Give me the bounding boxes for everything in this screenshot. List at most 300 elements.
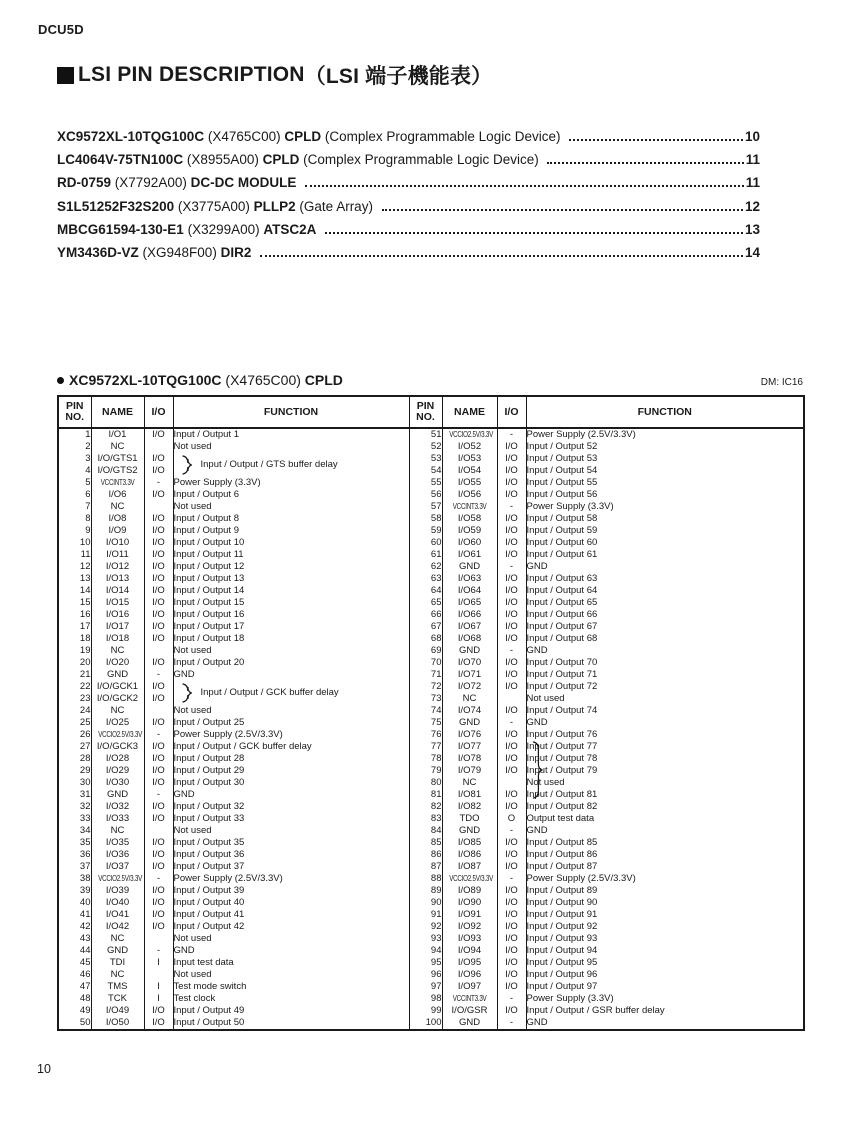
ic-index-text: (X3299A00) xyxy=(187,221,264,237)
name-cell xyxy=(442,873,497,885)
table-row xyxy=(58,1005,804,1017)
pin-cell: 1 xyxy=(85,429,91,440)
pin-cell: 8 xyxy=(85,513,91,524)
pin-cell: 10 xyxy=(79,537,91,548)
name-cell: I/O91 xyxy=(442,909,497,921)
name-cell: I/O17 xyxy=(91,621,144,633)
io-cell: I/O xyxy=(144,525,173,537)
name-cell: I/O82 xyxy=(442,801,497,813)
name-cell: I/O96 xyxy=(442,969,497,981)
io-cell: I/O xyxy=(497,525,526,537)
name-text: VCCIO2.5V/3.3V xyxy=(448,430,493,439)
table-row xyxy=(58,453,804,465)
table-row xyxy=(58,825,804,837)
pin-cell: 37 xyxy=(79,861,91,872)
pin-cell: 54 xyxy=(409,465,442,477)
pin-cell: 61 xyxy=(409,549,442,561)
pin-cell: 100 xyxy=(409,1017,442,1030)
pin-cell: 85 xyxy=(409,837,442,849)
pin-cell: 36 xyxy=(79,849,91,860)
function-cell: Power Supply (2.5V/3.3V) xyxy=(173,729,409,741)
pin-cell: 5 xyxy=(85,477,91,488)
name-cell: I/O63 xyxy=(442,573,497,585)
function-cell: Input / Output 15 xyxy=(173,597,409,609)
io-cell: I/O xyxy=(497,909,526,921)
function-cell: Input / Output 70 xyxy=(526,657,804,669)
pin-cell: 50 xyxy=(79,1017,91,1028)
io-cell: I/O xyxy=(497,453,526,465)
pin-cell: 20 xyxy=(79,657,91,668)
function-cell: Input / Output 60 xyxy=(526,537,804,549)
name-cell: NC xyxy=(91,705,144,717)
io-cell: I/O xyxy=(497,633,526,645)
table-row xyxy=(58,861,804,873)
function-cell: Input / Output 35 xyxy=(173,837,409,849)
pin-cell: 96 xyxy=(409,969,442,981)
table-row xyxy=(58,909,804,921)
io-cell: I/O xyxy=(497,981,526,993)
function-cell: Input / Output 74 xyxy=(526,705,804,717)
name-cell: I/O93 xyxy=(442,933,497,945)
pin-cell: 32 xyxy=(79,801,91,812)
name-cell: GND xyxy=(91,789,144,801)
pin-cell: 2 xyxy=(85,441,91,452)
io-cell: I/O xyxy=(497,933,526,945)
page-number: 10 xyxy=(37,1062,51,1076)
ic-index-text: PLLP2 xyxy=(253,198,300,214)
name-cell: I/O8 xyxy=(91,513,144,525)
ic-index-page: 14 xyxy=(744,244,760,260)
name-cell: I/O50 xyxy=(91,1017,144,1030)
ic-index-text: (Complex Programmable Logic Device) xyxy=(303,152,543,168)
name-cell: NC xyxy=(91,501,144,513)
pin-cell: 29 xyxy=(79,765,91,776)
io-cell: I/O xyxy=(497,945,526,957)
pin-cell: 14 xyxy=(79,585,91,596)
pin-cell: 15 xyxy=(79,597,91,608)
function-cell: Input / Output 77 xyxy=(526,741,804,753)
io-cell: I/O xyxy=(144,813,173,825)
name-cell xyxy=(442,993,497,1005)
table-row xyxy=(58,837,804,849)
function-cell: Input / Output 82 xyxy=(526,801,804,813)
table-row xyxy=(58,609,804,621)
pin-table xyxy=(57,395,805,1031)
io-cell: I/O xyxy=(497,513,526,525)
name-cell: I/O/GCK3 xyxy=(91,741,144,753)
section-title xyxy=(57,60,492,90)
table-row xyxy=(58,489,804,501)
name-cell: I/O66 xyxy=(442,609,497,621)
name-cell: I/O78 xyxy=(442,753,497,765)
pin-cell: 22 xyxy=(79,681,91,692)
table-row xyxy=(58,513,804,525)
ic-index-item xyxy=(57,222,760,245)
io-cell: I/O xyxy=(497,585,526,597)
io-cell: I/O xyxy=(497,597,526,609)
ic-index-text: RD-0759 xyxy=(57,175,115,191)
header-row xyxy=(58,396,804,428)
io-cell: I/O xyxy=(144,681,173,693)
merged-function xyxy=(174,453,409,477)
pin-cell: 24 xyxy=(79,705,91,716)
pin-cell: 87 xyxy=(409,861,442,873)
name-cell: I/O61 xyxy=(442,549,497,561)
pin-cell: 31 xyxy=(79,789,91,800)
pin-cell: 63 xyxy=(409,573,442,585)
io-cell: I/O xyxy=(144,885,173,897)
name-cell: I/O9 xyxy=(91,525,144,537)
function-cell: Input / Output 58 xyxy=(526,513,804,525)
pin-cell: 82 xyxy=(409,801,442,813)
name-cell: I/O74 xyxy=(442,705,497,717)
ic-index-list xyxy=(57,129,760,268)
function-cell: Input / Output 13 xyxy=(173,573,409,585)
function-cell: Input / Output 96 xyxy=(526,969,804,981)
io-cell: I/O xyxy=(144,609,173,621)
function-cell: Input / Output 78 xyxy=(526,753,804,765)
table-row xyxy=(58,428,804,441)
ic-section xyxy=(57,372,803,1031)
pin-cell: 90 xyxy=(409,897,442,909)
name-cell: I/O55 xyxy=(442,477,497,489)
function-cell: Input / Output 53 xyxy=(526,453,804,465)
header-io: I/O xyxy=(144,396,173,428)
ic-index-page: 11 xyxy=(745,152,760,168)
name-cell: I/O70 xyxy=(442,657,497,669)
function-cell: Not used xyxy=(173,645,409,657)
ic-index-text: (Gate Array) xyxy=(299,198,377,214)
pin-cell: 72 xyxy=(409,681,442,693)
function-cell: Input / Output 12 xyxy=(173,561,409,573)
pin-cell: 70 xyxy=(409,657,442,669)
io-cell: - xyxy=(497,1017,526,1030)
ic-index-item xyxy=(57,175,760,198)
function-cell: Input / Output 92 xyxy=(526,921,804,933)
ic-index-text: (Complex Programmable Logic Device) xyxy=(324,129,565,144)
function-cell: Not used xyxy=(173,705,409,717)
io-cell: I/O xyxy=(497,885,526,897)
name-cell: I/O67 xyxy=(442,621,497,633)
name-cell: I/O36 xyxy=(91,849,144,861)
io-cell: I/O xyxy=(144,921,173,933)
name-cell: NC xyxy=(91,969,144,981)
function-cell-merged xyxy=(173,681,409,705)
section-title-en: LSI PIN DESCRIPTION xyxy=(78,63,305,86)
io-cell: I xyxy=(144,981,173,993)
pin-cell: 86 xyxy=(409,849,442,861)
dot-leader xyxy=(325,232,743,234)
pin-cell: 66 xyxy=(409,609,442,621)
pin-cell: 60 xyxy=(409,537,442,549)
pin-cell: 62 xyxy=(409,561,442,573)
io-cell: I/O xyxy=(144,549,173,561)
pin-cell: 55 xyxy=(409,477,442,489)
pin-cell: 17 xyxy=(79,621,91,632)
function-cell: Input / Output 67 xyxy=(526,621,804,633)
function-cell: Input / Output 29 xyxy=(173,765,409,777)
name-cell: I/O68 xyxy=(442,633,497,645)
table-row xyxy=(58,561,804,573)
name-cell: I/O35 xyxy=(91,837,144,849)
name-cell xyxy=(442,501,497,513)
function-cell: Input / Output 81 xyxy=(526,789,804,801)
name-cell: I/O77 xyxy=(442,741,497,753)
name-cell: I/O12 xyxy=(91,561,144,573)
table-row xyxy=(58,525,804,537)
function-cell: Input / Output 14 xyxy=(173,585,409,597)
pin-cell: 68 xyxy=(409,633,442,645)
name-cell: I/O29 xyxy=(91,765,144,777)
io-cell: I/O xyxy=(497,729,526,741)
table-row xyxy=(58,621,804,633)
pin-cell: 93 xyxy=(409,933,442,945)
brace-icon xyxy=(182,683,192,703)
pin-cell: 4 xyxy=(85,465,91,476)
name-cell: I/O40 xyxy=(91,897,144,909)
header-function: FUNCTION xyxy=(526,396,804,428)
pin-cell: 80 xyxy=(409,777,442,789)
pin-cell: 64 xyxy=(409,585,442,597)
ic-index-text: CPLD xyxy=(262,152,304,168)
io-cell: I/O xyxy=(497,669,526,681)
function-cell: Input / Output 36 xyxy=(173,849,409,861)
name-cell: TDI xyxy=(91,957,144,969)
name-cell: I/O/GCK1 xyxy=(91,681,144,693)
io-cell: - xyxy=(497,561,526,573)
table-row xyxy=(58,945,804,957)
ic-code: (X4765C00) xyxy=(225,372,305,388)
function-cell: Input / Output 28 xyxy=(173,753,409,765)
function-cell: GND xyxy=(173,669,409,681)
ic-index-text: YM3436D-VZ xyxy=(57,244,143,260)
io-cell: I/O xyxy=(144,801,173,813)
header-name: NAME xyxy=(442,396,497,428)
function-cell: Input / Output 85 xyxy=(526,837,804,849)
pin-cell: 26 xyxy=(79,729,91,740)
io-cell: I/O xyxy=(144,1017,173,1030)
function-cell: Not used xyxy=(173,969,409,981)
ic-index-item xyxy=(57,152,760,175)
io-cell: I/O xyxy=(497,609,526,621)
name-cell: I/O54 xyxy=(442,465,497,477)
table-row xyxy=(58,1017,804,1030)
name-cell xyxy=(442,428,497,441)
io-cell: I/O xyxy=(144,693,173,705)
name-cell: GND xyxy=(442,645,497,657)
io-cell: - xyxy=(144,669,173,681)
function-cell: Input / Output 32 xyxy=(173,801,409,813)
pin-cell: 13 xyxy=(79,573,91,584)
pin-cell: 49 xyxy=(79,1005,91,1016)
name-cell: NC xyxy=(91,825,144,837)
name-cell: I/O/GTS2 xyxy=(91,465,144,477)
table-row xyxy=(58,813,804,825)
io-cell xyxy=(497,693,526,705)
function-cell: Input / Output 94 xyxy=(526,945,804,957)
io-cell: I/O xyxy=(144,897,173,909)
pin-cell: 84 xyxy=(409,825,442,837)
table-row xyxy=(58,981,804,993)
io-cell: - xyxy=(497,501,526,513)
io-cell xyxy=(144,501,173,513)
pin-cell: 57 xyxy=(409,501,442,513)
io-cell xyxy=(144,645,173,657)
table-row xyxy=(58,537,804,549)
io-cell: I/O xyxy=(144,717,173,729)
section-title-jp: （LSI 端子機能表） xyxy=(304,65,493,88)
pin-cell: 92 xyxy=(409,921,442,933)
name-cell: NC xyxy=(442,777,497,789)
name-cell: I/O49 xyxy=(91,1005,144,1017)
table-row xyxy=(58,921,804,933)
ic-index-item xyxy=(57,199,760,222)
function-text: Input / Output / GCK buffer delay xyxy=(200,687,339,698)
name-cell: I/O76 xyxy=(442,729,497,741)
pin-cell: 25 xyxy=(79,717,91,728)
io-cell: I/O xyxy=(497,573,526,585)
name-cell: GND xyxy=(442,561,497,573)
function-cell: GND xyxy=(526,825,804,837)
io-cell: I/O xyxy=(497,657,526,669)
dot-leader xyxy=(569,139,743,141)
table-row xyxy=(58,765,804,777)
name-cell: NC xyxy=(91,933,144,945)
pin-cell: 94 xyxy=(409,945,442,957)
pin-cell: 77 xyxy=(409,741,442,753)
function-cell: Input / Output 11 xyxy=(173,549,409,561)
io-cell: - xyxy=(144,477,173,489)
name-cell: TMS xyxy=(91,981,144,993)
function-cell: Input / Output 18 xyxy=(173,633,409,645)
pin-cell: 53 xyxy=(409,453,442,465)
io-cell: I/O xyxy=(497,837,526,849)
function-cell: Input / Output 41 xyxy=(173,909,409,921)
name-cell: I/O13 xyxy=(91,573,144,585)
name-cell: I/O16 xyxy=(91,609,144,621)
pin-cell: 6 xyxy=(85,489,91,500)
pin-cell: 9 xyxy=(85,525,91,536)
pin-cell: 98 xyxy=(409,993,442,1005)
pin-table-wrap xyxy=(57,395,803,1031)
name-cell: TDO xyxy=(442,813,497,825)
pin-cell: 99 xyxy=(409,1005,442,1017)
pin-cell: 71 xyxy=(409,669,442,681)
io-cell: I/O xyxy=(497,621,526,633)
io-cell: I/O xyxy=(497,465,526,477)
function-cell: Input / Output 30 xyxy=(173,777,409,789)
table-row xyxy=(58,753,804,765)
io-cell: I/O xyxy=(144,537,173,549)
function-cell: GND xyxy=(173,789,409,801)
name-cell: I/O10 xyxy=(91,537,144,549)
ic-model: XC9572XL-10TQG100C xyxy=(69,372,226,388)
io-cell: I/O xyxy=(144,741,173,753)
name-cell: I/O41 xyxy=(91,909,144,921)
function-cell: Input / Output 63 xyxy=(526,573,804,585)
io-cell: I/O xyxy=(144,765,173,777)
io-cell: I xyxy=(144,993,173,1005)
table-row xyxy=(58,465,804,477)
ic-table-title xyxy=(57,372,803,388)
name-cell: I/O15 xyxy=(91,597,144,609)
header-function: FUNCTION xyxy=(173,396,409,428)
io-cell: I/O xyxy=(497,1005,526,1017)
function-cell: Input / Output 17 xyxy=(173,621,409,633)
table-row xyxy=(58,873,804,885)
function-cell: Input / Output 68 xyxy=(526,633,804,645)
table-row xyxy=(58,681,804,693)
name-text: VCCIO2.5V/3.3V xyxy=(448,874,493,883)
name-cell: I/O86 xyxy=(442,849,497,861)
io-cell: I/O xyxy=(144,633,173,645)
function-cell: Input / Output 10 xyxy=(173,537,409,549)
function-cell: Power Supply (2.5V/3.3V) xyxy=(173,873,409,885)
pin-cell: 23 xyxy=(79,693,91,704)
name-text: VCCIO2.5V/3.3V xyxy=(97,874,142,883)
name-cell: I/O85 xyxy=(442,837,497,849)
io-cell: I/O xyxy=(144,465,173,477)
ic-index-item xyxy=(57,245,760,268)
name-cell: I/O39 xyxy=(91,885,144,897)
pin-cell: 27 xyxy=(79,741,91,752)
table-row xyxy=(58,669,804,681)
pin-cell: 18 xyxy=(79,633,91,644)
ic-index-text: (XG948F00) xyxy=(142,244,221,260)
function-cell: Input / Output 9 xyxy=(173,525,409,537)
io-cell: I/O xyxy=(497,537,526,549)
name-cell: I/O60 xyxy=(442,537,497,549)
pin-cell: 81 xyxy=(409,789,442,801)
dot-leader xyxy=(382,209,743,211)
function-cell: Input / Output 1 xyxy=(173,428,409,441)
ic-index-page: 11 xyxy=(745,175,760,191)
io-cell: I/O xyxy=(497,897,526,909)
ic-index-text: (X3775A00) xyxy=(177,198,254,214)
pin-cell: 30 xyxy=(79,777,91,788)
pin-cell: 43 xyxy=(79,933,91,944)
name-cell xyxy=(91,729,144,741)
function-cell: Input / Output 6 xyxy=(173,489,409,501)
header-io: I/O xyxy=(497,396,526,428)
io-cell: O xyxy=(497,813,526,825)
name-cell: GND xyxy=(91,945,144,957)
ic-index-text: LC4064V-75TN100C xyxy=(57,152,187,168)
pin-cell: 33 xyxy=(79,813,91,824)
function-cell: Input / Output 20 xyxy=(173,657,409,669)
pin-cell: 95 xyxy=(409,957,442,969)
table-row xyxy=(58,717,804,729)
function-cell: Power Supply (3.3V) xyxy=(526,501,804,513)
io-cell xyxy=(144,825,173,837)
function-cell: GND xyxy=(526,1017,804,1030)
pin-cell: 44 xyxy=(79,945,91,956)
function-cell: Input / Output 71 xyxy=(526,669,804,681)
pin-cell: 48 xyxy=(79,993,91,1004)
table-row xyxy=(58,993,804,1005)
circle-bullet-icon xyxy=(57,377,64,384)
function-cell: Input / Output / GSR buffer delay xyxy=(526,1005,804,1017)
function-cell: GND xyxy=(526,645,804,657)
ic-index-text: (X8955A00) xyxy=(186,152,263,168)
io-cell: I/O xyxy=(497,753,526,765)
pin-cell: 21 xyxy=(79,669,91,680)
name-cell: I/O/GCK2 xyxy=(91,693,144,705)
function-cell-merged xyxy=(173,453,409,477)
header-pin-no: PIN NO. xyxy=(409,396,442,428)
name-text: VCCIO2.5V/3.3V xyxy=(97,730,142,739)
table-row xyxy=(58,957,804,969)
